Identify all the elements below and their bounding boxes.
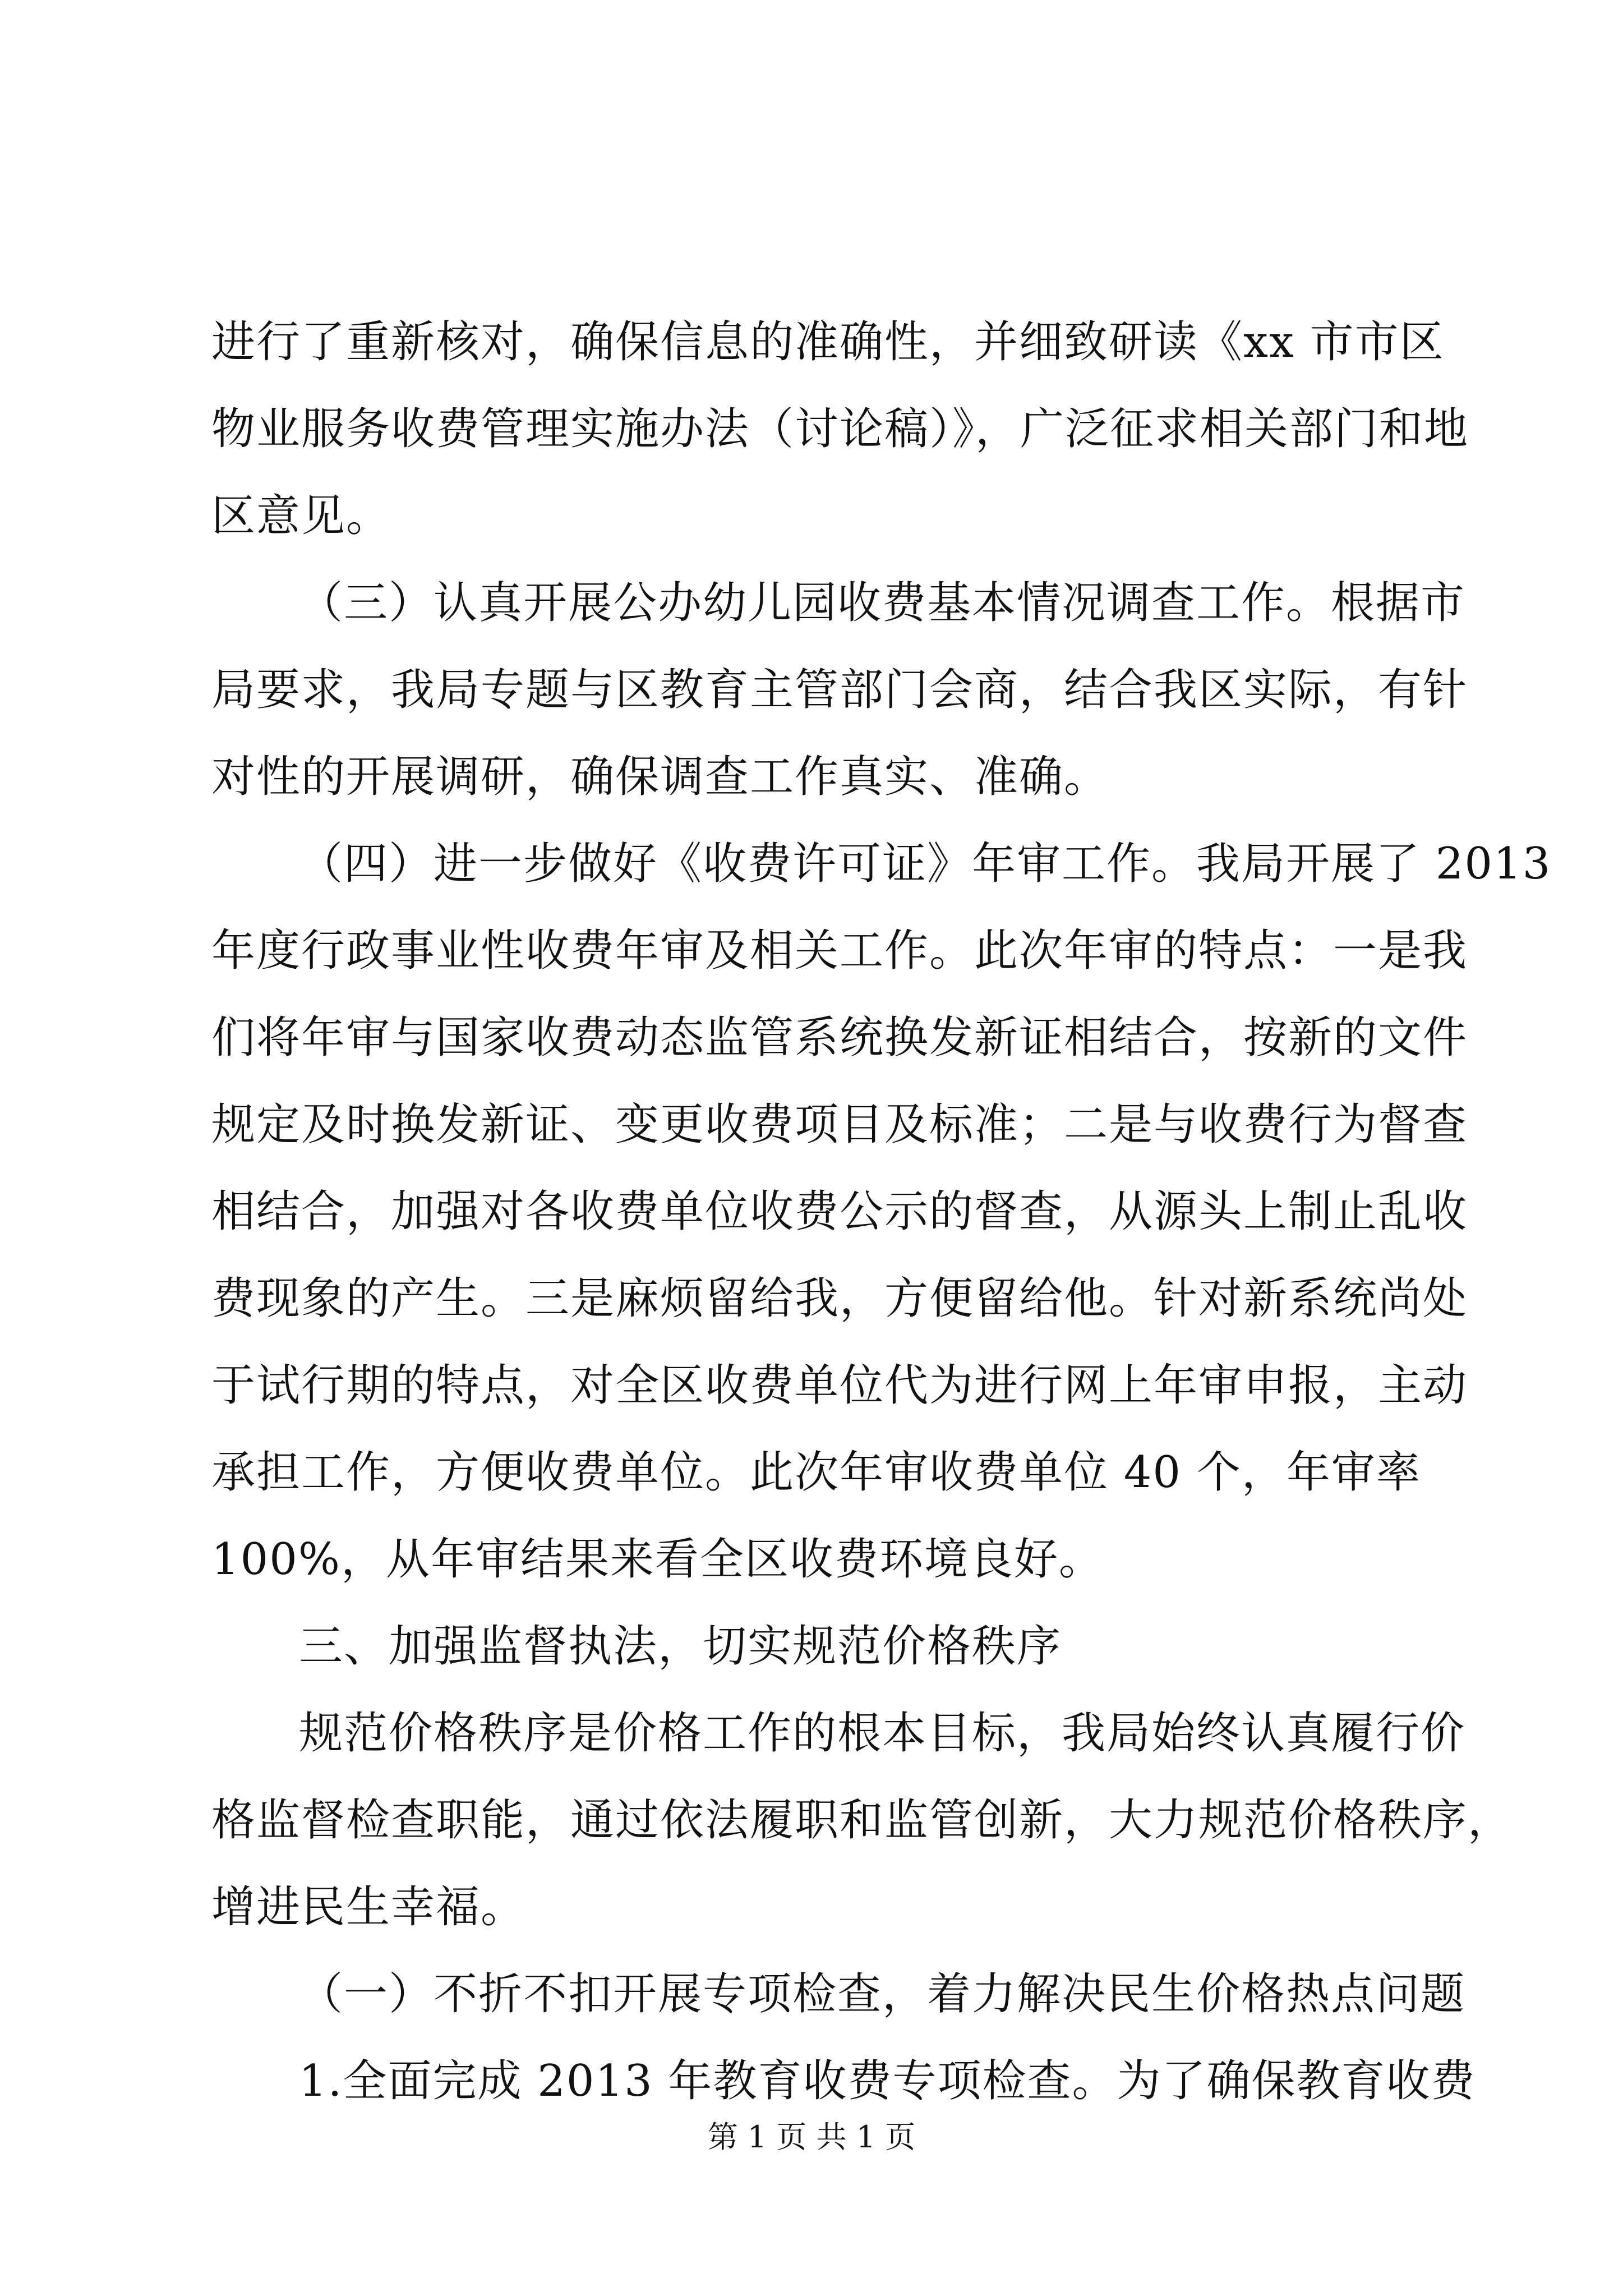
section-heading: 三、加强监督执法，切实规范价格秩序 [299, 1621, 1062, 1672]
text-line: 物业服务收费管理实施办法（讨论稿）》，广泛征求相关部门和地 [211, 404, 1469, 454]
text-line: 进行了重新核对，确保信息的准确性，并细致研读《xx 市市区 [211, 317, 1445, 367]
text-line: （三）认真开展公办幼儿园收费基本情况调查工作。根据市 [299, 578, 1466, 628]
text-line: 100%，从年审结果来看全区收费环境良好。 [211, 1534, 1104, 1585]
text-line: 局要求，我局专题与区教育主管部门会商，结合我区实际，有针 [211, 665, 1468, 715]
subsection-heading: （一）不折不扣开展专项检查，着力解决民生价格热点问题 [299, 1969, 1466, 2019]
text-line: 们将年审与国家收费动态监管系统换发新证相结合，按新的文件 [211, 1013, 1468, 1063]
text-line: 增进民生幸福。 [211, 1882, 526, 1932]
text-line: 费现象的产生。三是麻烦留给我，方便留给他。针对新系统尚处 [211, 1273, 1468, 1324]
text-line: 年度行政事业性收费年审及相关工作。此次年审的特点：一是我 [211, 926, 1468, 976]
text-line: 规定及时换发新证、变更收费项目及标准；二是与收费行为督查 [211, 1099, 1468, 1150]
page-footer: 第 1 页 共 1 页 [707, 2119, 916, 2155]
text-line: 规范价格秩序是价格工作的根本目标，我局始终认真履行价 [299, 1708, 1466, 1759]
text-line: （四）进一步做好《收费许可证》年审工作。我局开展了 2013 [299, 839, 1552, 889]
text-line: 对性的开展调研，确保调查工作真实、准确。 [211, 752, 1109, 802]
text-line: 承担工作，方便收费单位。此次年审收费单位 40 个，年审率 [211, 1447, 1421, 1498]
text-line: 区意见。 [211, 491, 391, 541]
text-line: 于试行期的特点，对全区收费单位代为进行网上年审申报，主动 [211, 1360, 1468, 1411]
text-line: 相结合，加强对各收费单位收费公示的督查，从源头上制止乱收 [211, 1186, 1468, 1237]
text-line: 格监督检查职能，通过依法履职和监管创新，大力规范价格秩序， [211, 1795, 1513, 1846]
text-line: 1.全面完成 2013 年教育收费专项检查。为了确保教育收费 [299, 2056, 1476, 2106]
